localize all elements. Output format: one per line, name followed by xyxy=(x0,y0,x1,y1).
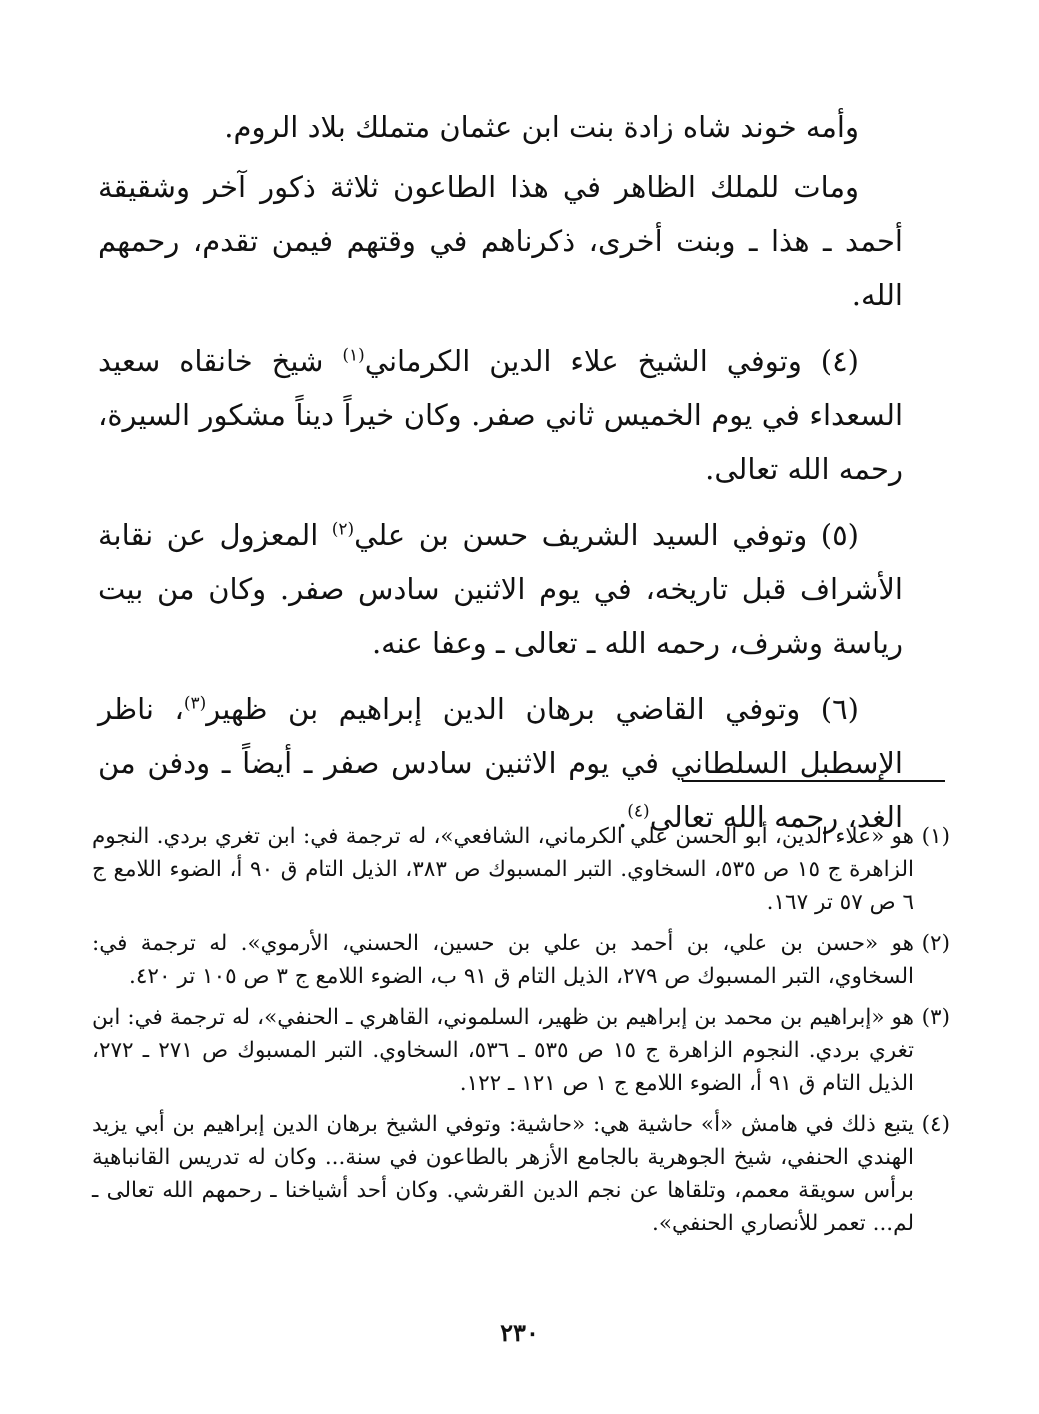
footnote-2 xyxy=(92,927,950,993)
paragraph-3-text-end: شيخ خانقاه سعيد السعداء في يوم الخميس ثاني صفر. وكان خيراً ديناً مشكور السيرة، رحمه الله تعالى. xyxy=(98,344,903,486)
paragraph-3 xyxy=(98,334,903,496)
footnote-ref-3: (٣) xyxy=(183,693,207,714)
footnote-number: (٣) xyxy=(921,1005,950,1030)
page-number: ٢٣٠ xyxy=(500,1318,539,1347)
footnote-divider xyxy=(682,780,945,782)
paragraph-5-text-middle: ، ناظر الإسطبل السلطاني في يوم الاثنين سادس صفر ـ أيضاً ـ ودفن من الغد، رحمه الله تعالى xyxy=(98,692,903,834)
paragraph-4-text-start: (٥) وتوفي السيد الشريف حسن بن علي xyxy=(354,518,859,552)
footnote-1 xyxy=(92,820,950,919)
paragraph-5-text-start: (٦) وتوفي القاضي برهان الدين إبراهيم بن ظهير xyxy=(206,692,859,726)
footnote-number: (١) xyxy=(921,824,950,849)
paragraph-1 xyxy=(98,100,903,154)
paragraph-4-text-end: المعزول عن نقابة الأشراف قبل تاريخه، في يوم الاثنين سادس صفر. وكان من بيت رياسة وشرف، رحمه الله ـ تعالى ـ وعفا عنه. xyxy=(98,518,903,660)
footnote-text: يتبع ذلك في هامش «أ» حاشية هي: «حاشية: وتوفي الشيخ برهان الدين إبراهيم بن أبي يزيد الهندي الحنفي، شيخ الجوهرية بالجامع الأزهر بالطاعون في سنة... وكان له تدريس القانباهية برأس سويقة معمم، وتلقاها عن نجم الدين القرشي. وكان أحد أشياخنا ـ رحمهم الله تعالى ـ لم... تعمر للأنصاري الحنفي». xyxy=(92,1112,914,1236)
paragraph-2-text: ومات للملك الظاهر في هذا الطاعون ثلاثة ذكور آخر وشقيقة أحمد ـ هذا ـ وبنت أخرى، ذكرناهم في وقتهم فيمن تقدم، رحمهم الله. xyxy=(98,170,903,312)
footnote-number: (٤) xyxy=(921,1112,950,1137)
paragraph-2 xyxy=(98,160,903,322)
footnote-text: هو «إبراهيم بن محمد بن إبراهيم بن ظهير، السلموني، القاهري ـ الحنفي»، له ترجمة في: ابن تغري بردي. النجوم الزاهرة ج ١٥ ص ٥٣٥ ـ ٥٣٦، السخاوي. التبر المسبوك ص ٢٧١ ـ ٢٧٢، الذيل التام ق ٩١ أ، الضوء اللامع ج ١ ص ١٢١ ـ ١٢٢. xyxy=(92,1005,915,1096)
paragraph-5-text-end: . xyxy=(618,800,628,834)
footnote-ref-4: (٤) xyxy=(627,801,650,822)
footnote-ref-2: (٢) xyxy=(331,519,355,540)
footnote-4 xyxy=(92,1108,950,1240)
main-text-block xyxy=(98,100,903,856)
footnote-3 xyxy=(92,1001,950,1100)
paragraph-1-text: وأمه خوند شاه زادة بنت ابن عثمان متملك بلاد الروم. xyxy=(224,110,859,144)
footnote-ref-1: (١) xyxy=(342,345,365,366)
footnote-text: هو «علاء الدين، أبو الحسن علي الكرماني، الشافعي»، له ترجمة في: ابن تغري بردي. النجوم الزاهرة ج ١٥ ص ٥٣٥، السخاوي. التبر المسبوك ص ٣٨٣، الذيل التام ق ٩٠ أ، الضوء اللامع ج ٦ ص ٥٧ تر ١٦٧. xyxy=(92,824,915,915)
footnote-number: (٢) xyxy=(921,931,950,956)
footnotes-block xyxy=(92,820,950,1248)
footnote-text: هو «حسن بن علي، بن أحمد بن علي بن حسين، الحسني، الأرموي». له ترجمة في: السخاوي، التبر المسبوك ص ٢٧٩، الذيل التام ق ٩١ ب، الضوء اللامع ج ٣ ص ١٠٥ تر ٤٢٠. xyxy=(92,931,914,989)
paragraph-3-text-start: (٤) وتوفي الشيخ علاء الدين الكرماني xyxy=(364,344,859,378)
paragraph-4 xyxy=(98,508,903,670)
